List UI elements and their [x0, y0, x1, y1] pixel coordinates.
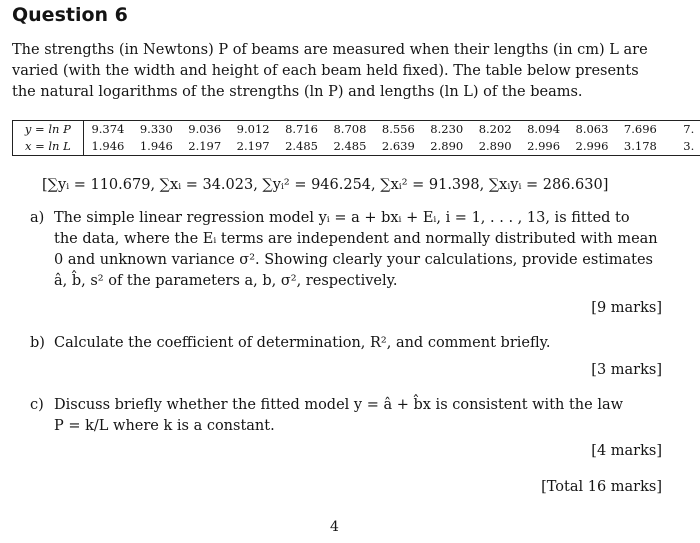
table-cell: 9.012 [236, 122, 270, 136]
table-cell: 8.094 [527, 122, 561, 136]
table-cell: 2.996 [575, 139, 609, 153]
table-cell: 9.036 [188, 122, 222, 136]
table-cell: 1.946 [91, 139, 125, 153]
page-number: 4 [330, 519, 339, 535]
part-b-text [54, 333, 662, 354]
table-cell: 2.485 [285, 139, 318, 153]
table-cell: 2.639 [381, 139, 415, 153]
part-c-marks: [4 marks] [591, 443, 662, 459]
table-cell: 8.716 [285, 122, 318, 136]
part-c-label: c) [30, 397, 44, 413]
table-row-x [13, 138, 700, 155]
table-cell: 3.178 [623, 139, 657, 153]
intro-paragraph [12, 40, 680, 103]
table-row-y [13, 121, 700, 138]
table-cell: 2.890 [478, 139, 512, 153]
part-c-line: P = k/L where k is a constant. [54, 418, 275, 434]
part-b [30, 333, 662, 354]
table-cell: 9.374 [91, 122, 125, 136]
table-cell: 8.708 [333, 122, 367, 136]
part-b-line: Calculate the coefficient of determination, R², and comment briefly. [54, 335, 551, 351]
part-a [30, 208, 662, 292]
intro-line: varied (with the width and height of each beam held fixed). The table below presents [12, 63, 639, 79]
part-a-text [54, 208, 662, 292]
table-cell: 2.197 [188, 139, 222, 153]
part-c [30, 395, 662, 437]
part-b-label: b) [30, 335, 45, 351]
table-cell: 2.485 [333, 139, 367, 153]
question-title: Question 6 [12, 4, 128, 26]
table-cell: 9.330 [139, 122, 173, 136]
table-cell: 8.556 [381, 122, 415, 136]
intro-line: The strengths (in Newtons) P of beams are measured when their lengths (in cm) L are [12, 42, 648, 58]
part-c-text [54, 395, 662, 437]
table-cell: 3. [683, 139, 695, 153]
table-cell: 2.890 [430, 139, 464, 153]
part-a-line: 0 and unknown variance σ². Showing clearly your calculations, provide estimates [54, 252, 653, 268]
part-b-marks: [3 marks] [591, 362, 662, 378]
table-cell: 8.230 [430, 122, 464, 136]
table-cell: 7. [683, 122, 695, 136]
total-marks: [Total 16 marks] [541, 479, 662, 495]
table-cell: 2.197 [236, 139, 270, 153]
row-label-x: x = ln L [13, 138, 84, 155]
part-a-line: the data, where the Eᵢ terms are independent and normally distributed with mean [54, 231, 658, 247]
table-cell: 2.996 [527, 139, 561, 153]
table-cell: 8.202 [478, 122, 512, 136]
data-table [12, 120, 700, 156]
table-cell: 1.946 [139, 139, 173, 153]
part-a-label: a) [30, 210, 45, 226]
intro-line: the natural logarithms of the strengths (ln P) and lengths (ln L) of the beams. [12, 84, 583, 100]
summary-sums: [∑yᵢ = 110.679, ∑xᵢ = 34.023, ∑yᵢ² = 946.254, ∑xᵢ² = 91.398, ∑xᵢyᵢ = 286.630] [42, 177, 609, 193]
part-a-line: â, b̂, s² of the parameters a, b, σ², respectively. [54, 273, 398, 289]
table-cell: 7.696 [623, 122, 657, 136]
table-cell: 8.063 [575, 122, 609, 136]
part-c-line: Discuss briefly whether the fitted model y = â + b̂x is consistent with the law [54, 397, 624, 413]
row-label-y: y = ln P [13, 121, 84, 138]
part-a-marks: [9 marks] [591, 300, 662, 316]
part-a-line: The simple linear regression model yᵢ = a + bxᵢ + Eᵢ, i = 1, . . . , 13, is fitted to [54, 210, 630, 226]
